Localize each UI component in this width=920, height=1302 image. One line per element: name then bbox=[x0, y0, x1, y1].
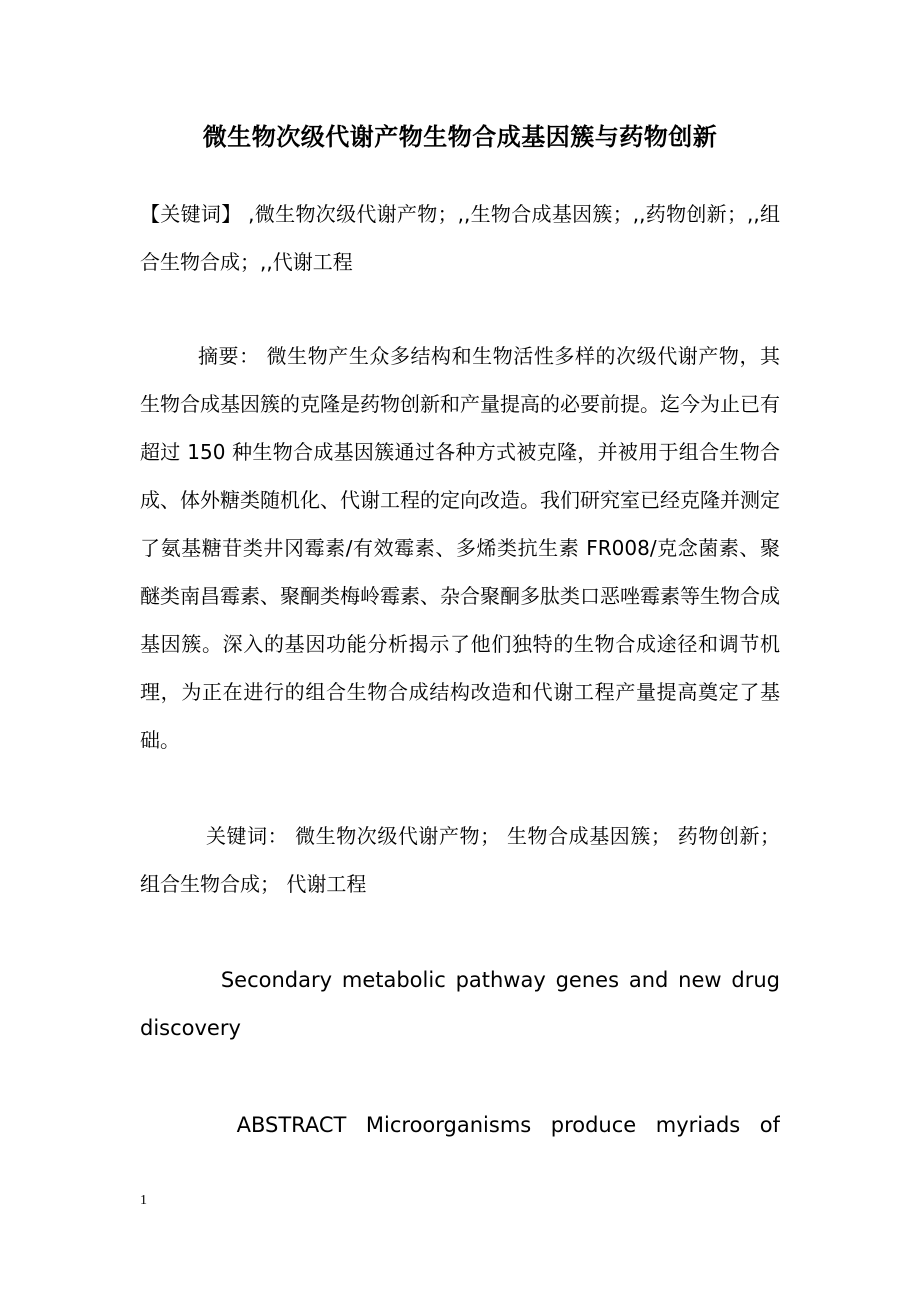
abstract-english-text: ABSTRACT Microorganisms produce myriads of bbox=[236, 1113, 780, 1137]
abstract-english bbox=[140, 1101, 780, 1149]
english-title: Secondary metabolic pathway genes and new drug discovery bbox=[140, 968, 780, 1040]
page-number: 1 bbox=[140, 1193, 147, 1208]
keywords-line-top: 【关键词】 ,微生物次级代谢产物；,,生物合成基因簇；,,药物创新；,,组合生物合成；,,代谢工程 bbox=[140, 202, 780, 274]
abstract-chinese: 摘要： 微生物产生众多结构和生物活性多样的次级代谢产物，其生物合成基因簇的克隆是药物创新和产量提高的必要前提。迄今为止已有超过 150 种生物合成基因簇通过各种方式被克隆，并被用于组合生物合成、体外糖类随机化、代谢工程的定向改造。我们研究室已经克隆并测定了氨基糖苷类井冈霉素/有效霉素、多烯类抗生素 FR008/克念菌素、聚醚类南昌霉素、聚酮类梅岭霉素、杂合聚酮多肽类口恶唑霉素等生物合成基因簇。深入的基因功能分析揭示了他们独特的生物合成途径和调节机理，为正在进行的组合生物合成结构改造和代谢工程产量提高奠定了基础。 bbox=[140, 344, 780, 752]
keywords-chinese: 关键词： 微生物次级代谢产物； 生物合成基因簇； 药物创新； 组合生物合成； 代谢工程 bbox=[140, 824, 780, 896]
document-title: 微生物次级代谢产物生物合成基因簇与药物创新 bbox=[202, 123, 718, 151]
